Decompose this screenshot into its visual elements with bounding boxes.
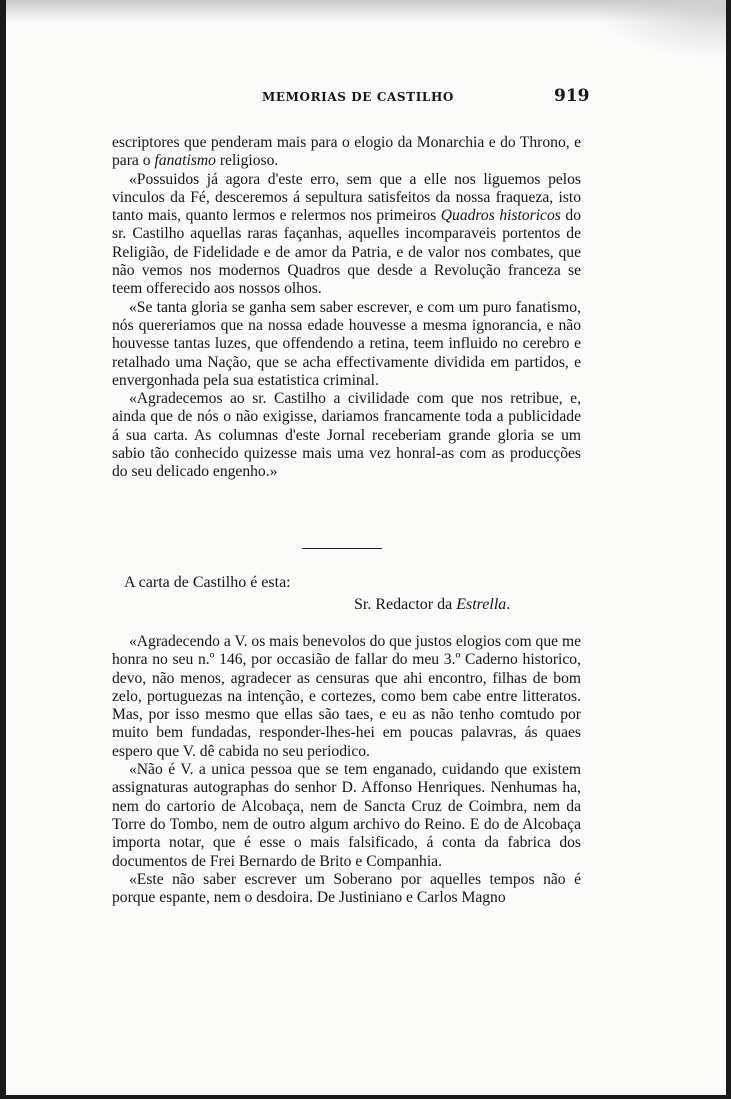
salutation-italic: Estrella — [456, 596, 507, 613]
text-run: «Se tanta gloria se ganha sem saber escrever, e com um puro fanatismo, nós quereriamos que na nossa edade houvesse a mesma ignorancia, e não houvesse tantas luzes, que offendendo a retina, teem influido no cerebro e retalhado uma Nação, que se acha effectivamente dividida em partidos, e envergonhada pela sua estatistica criminal. — [112, 298, 581, 389]
italic-run: fanatismo — [154, 152, 216, 170]
text-run: escriptores que penderam mais para o elogio da Monarchia e do Throno, e para o — [112, 134, 581, 170]
scan-shadow-corner — [586, 0, 726, 60]
paragraph — [112, 171, 581, 299]
italic-run: Quadros historicos — [440, 207, 561, 225]
salutation-suffix: . — [506, 596, 511, 613]
running-title: MEMORIAS DE CASTILHO — [262, 90, 454, 104]
paragraph — [112, 633, 581, 761]
paragraph — [112, 134, 581, 171]
text-run: religioso. — [215, 152, 279, 170]
page-number: 919 — [554, 86, 590, 106]
section-divider — [302, 548, 382, 549]
paragraph — [112, 871, 581, 908]
paragraph — [112, 390, 581, 481]
body-text-bottom — [112, 633, 581, 907]
text-run: do sr. Castilho aquellas raras façanhas, aquelles incomparaveis portentos de Religião, de Fidelidade e de amor da Patria, e de valor nos combates, que não vemos nos modernos Quadros que desde a Revolução franceza se teem offerecido aos nossos olhos. — [112, 207, 581, 298]
salutation-prefix: Sr. Redactor da — [354, 596, 457, 613]
paragraph — [112, 299, 581, 390]
letter-intro: A carta de Castilho é esta: — [124, 574, 291, 591]
text-run: «Possuidos já agora d'este erro, sem que a elle nos liguemos pelos vinculos da Fé, desceremos á sepultura satisfeitos da nossa fraqueza, isto tanto mais, quanto lermos e relermos nos primeiros — [112, 170, 581, 225]
body-text-top — [112, 134, 581, 482]
paragraph — [112, 761, 581, 871]
text-run: «Este não saber escrever um Soberano por aquelles tempos não é porque espante, nem o desdoira. De Justiniano e Carlos Magno — [112, 870, 581, 907]
text-run: «Não é V. a unica pessoa que se tem enganado, cuidando que existem assignaturas autographas do senhor D. Affonso Henriques. Nenhumas ha, nem do cartorio de Alcobaça, nem de Sancta Cruz de Coimbra, nem da Torre do Tombo, nem de outro algum archivo do Reino. E do de Alcobaça importa notar, que é esse o mais falsificado, á conta da fabrica dos documentos de Frei Bernardo de Brito e Companhia. — [112, 761, 581, 870]
letter-salutation — [354, 596, 510, 614]
text-run: «Agradecendo a V. os mais benevolos do que justos elogios com que me honra no seu n.º 146, por occasião de fallar do meu 3.º Caderno historico, devo, não menos, agradecer as censuras que ahi encontro, filhas de bom zelo, portuguezas na intenção, e cortezes, como bem cabe entre litteratos. Mas, por isso mesmo que ellas são taes, e eu as não tenho comtudo por muito bem fundadas, responder-lhes-hei em poucas palavras, ás quaes espero que V. dê cabida no seu periodico. — [112, 633, 581, 760]
text-run: «Agradecemos ao sr. Castilho a civilidade com que nos retribue, e, ainda que de nós o não exigisse, dariamos francamente toda a publicidade á sua carta. As columnas d'este Jornal receberiam grande gloria se um sabio tão conhecido quizesse mais uma vez honral-as com as producções do seu delicado engenho.» — [112, 390, 581, 481]
